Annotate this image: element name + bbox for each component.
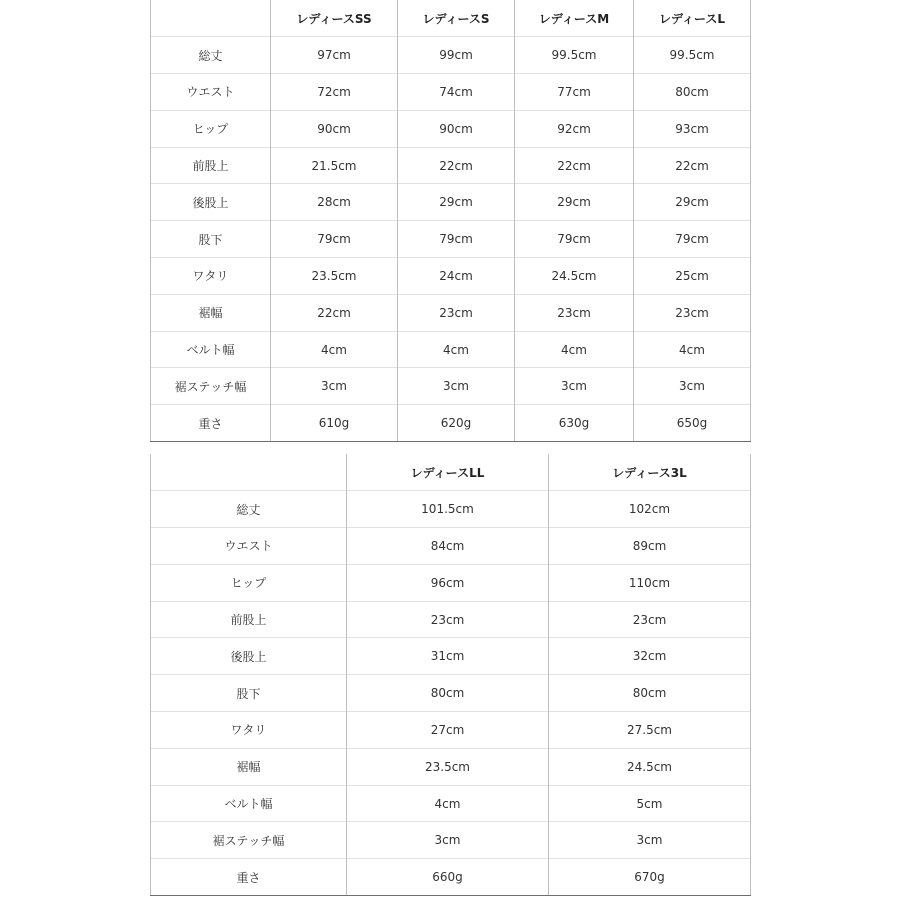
measurement-cell: 22cm xyxy=(634,147,751,184)
measurement-cell: 29cm xyxy=(398,184,515,221)
row-label: 総丈 xyxy=(151,491,347,528)
measurement-cell: 27.5cm xyxy=(549,712,751,749)
table-row xyxy=(151,564,751,601)
table-row xyxy=(151,822,751,859)
measurement-cell: 84cm xyxy=(347,528,549,565)
header-size-ll: レディースLL xyxy=(347,454,549,491)
table-body xyxy=(151,491,751,896)
measurement-cell: 22cm xyxy=(515,147,634,184)
measurement-cell: 4cm xyxy=(515,331,634,368)
table-row xyxy=(151,331,751,368)
measurement-cell: 4cm xyxy=(634,331,751,368)
measurement-cell: 93cm xyxy=(634,110,751,147)
measurement-cell: 80cm xyxy=(347,675,549,712)
measurement-cell: 79cm xyxy=(398,221,515,258)
measurement-cell: 620g xyxy=(398,405,515,442)
measurement-cell: 24cm xyxy=(398,258,515,295)
header-size-3l: レディース3L xyxy=(549,454,751,491)
measurement-cell: 4cm xyxy=(271,331,398,368)
row-label: 裾ステッチ幅 xyxy=(151,822,347,859)
measurement-cell: 660g xyxy=(347,859,549,896)
measurement-cell: 74cm xyxy=(398,74,515,111)
header-corner-cell xyxy=(151,0,271,37)
table-row xyxy=(151,748,751,785)
header-size-l: レディースL xyxy=(634,0,751,37)
measurement-cell: 79cm xyxy=(634,221,751,258)
row-label: ワタリ xyxy=(151,258,271,295)
table-row xyxy=(151,221,751,258)
header-size-s: レディースS xyxy=(398,0,515,37)
table-row xyxy=(151,675,751,712)
table-row xyxy=(151,785,751,822)
measurement-cell: 89cm xyxy=(549,528,751,565)
row-label: ウエスト xyxy=(151,74,271,111)
measurement-cell: 3cm xyxy=(515,368,634,405)
row-label: ウエスト xyxy=(151,528,347,565)
row-label: ワタリ xyxy=(151,712,347,749)
row-label: ベルト幅 xyxy=(151,785,347,822)
table-row xyxy=(151,110,751,147)
table-body xyxy=(151,37,751,442)
table-row xyxy=(151,859,751,896)
measurement-cell: 29cm xyxy=(515,184,634,221)
measurement-cell: 24.5cm xyxy=(515,258,634,295)
row-label: 裾幅 xyxy=(151,294,271,331)
measurement-cell: 22cm xyxy=(271,294,398,331)
table-row xyxy=(151,294,751,331)
table-row xyxy=(151,491,751,528)
measurement-cell: 92cm xyxy=(515,110,634,147)
table-row xyxy=(151,74,751,111)
measurement-cell: 3cm xyxy=(634,368,751,405)
measurement-cell: 90cm xyxy=(398,110,515,147)
measurement-cell: 97cm xyxy=(271,37,398,74)
measurement-cell: 99.5cm xyxy=(634,37,751,74)
row-label: 重さ xyxy=(151,405,271,442)
measurement-cell: 23.5cm xyxy=(271,258,398,295)
row-label: 裾ステッチ幅 xyxy=(151,368,271,405)
header-size-m: レディースM xyxy=(515,0,634,37)
row-label: 裾幅 xyxy=(151,748,347,785)
measurement-cell: 25cm xyxy=(634,258,751,295)
table-row xyxy=(151,712,751,749)
measurement-cell: 22cm xyxy=(398,147,515,184)
measurement-cell: 4cm xyxy=(347,785,549,822)
measurement-cell: 32cm xyxy=(549,638,751,675)
measurement-cell: 72cm xyxy=(271,74,398,111)
measurement-cell: 650g xyxy=(634,405,751,442)
table-row xyxy=(151,405,751,442)
row-label: 後股上 xyxy=(151,638,347,675)
header-corner-cell xyxy=(151,454,347,491)
measurement-cell: 4cm xyxy=(398,331,515,368)
table-row xyxy=(151,638,751,675)
table-row xyxy=(151,368,751,405)
measurement-cell: 23cm xyxy=(515,294,634,331)
size-table-ss-to-l xyxy=(150,0,751,442)
table-row xyxy=(151,184,751,221)
size-table-ll-3l xyxy=(150,454,751,896)
measurement-cell: 110cm xyxy=(549,564,751,601)
measurement-cell: 80cm xyxy=(634,74,751,111)
measurement-cell: 5cm xyxy=(549,785,751,822)
measurement-cell: 96cm xyxy=(347,564,549,601)
row-label: 後股上 xyxy=(151,184,271,221)
row-label: 総丈 xyxy=(151,37,271,74)
measurement-cell: 24.5cm xyxy=(549,748,751,785)
table-row xyxy=(151,147,751,184)
measurement-cell: 23cm xyxy=(347,601,549,638)
table-header-row xyxy=(151,0,751,37)
row-label: 前股上 xyxy=(151,147,271,184)
measurement-cell: 3cm xyxy=(398,368,515,405)
row-label: 前股上 xyxy=(151,601,347,638)
row-label: 重さ xyxy=(151,859,347,896)
header-size-ss: レディースSS xyxy=(271,0,398,37)
measurement-cell: 23.5cm xyxy=(347,748,549,785)
measurement-cell: 31cm xyxy=(347,638,549,675)
measurement-cell: 23cm xyxy=(634,294,751,331)
measurement-cell: 101.5cm xyxy=(347,491,549,528)
measurement-cell: 80cm xyxy=(549,675,751,712)
row-label: ヒップ xyxy=(151,564,347,601)
measurement-cell: 23cm xyxy=(398,294,515,331)
measurement-cell: 630g xyxy=(515,405,634,442)
table-row xyxy=(151,258,751,295)
table-row xyxy=(151,601,751,638)
measurement-cell: 90cm xyxy=(271,110,398,147)
measurement-cell: 102cm xyxy=(549,491,751,528)
measurement-cell: 99cm xyxy=(398,37,515,74)
row-label: 股下 xyxy=(151,221,271,258)
measurement-cell: 29cm xyxy=(634,184,751,221)
measurement-cell: 21.5cm xyxy=(271,147,398,184)
measurement-cell: 79cm xyxy=(271,221,398,258)
measurement-cell: 610g xyxy=(271,405,398,442)
table-row xyxy=(151,37,751,74)
measurement-cell: 3cm xyxy=(347,822,549,859)
measurement-cell: 3cm xyxy=(549,822,751,859)
measurement-cell: 23cm xyxy=(549,601,751,638)
row-label: ベルト幅 xyxy=(151,331,271,368)
measurement-cell: 77cm xyxy=(515,74,634,111)
row-label: ヒップ xyxy=(151,110,271,147)
row-label: 股下 xyxy=(151,675,347,712)
measurement-cell: 3cm xyxy=(271,368,398,405)
table-header-row xyxy=(151,454,751,491)
measurement-cell: 79cm xyxy=(515,221,634,258)
measurement-cell: 670g xyxy=(549,859,751,896)
table-row xyxy=(151,528,751,565)
measurement-cell: 99.5cm xyxy=(515,37,634,74)
measurement-cell: 27cm xyxy=(347,712,549,749)
measurement-cell: 28cm xyxy=(271,184,398,221)
